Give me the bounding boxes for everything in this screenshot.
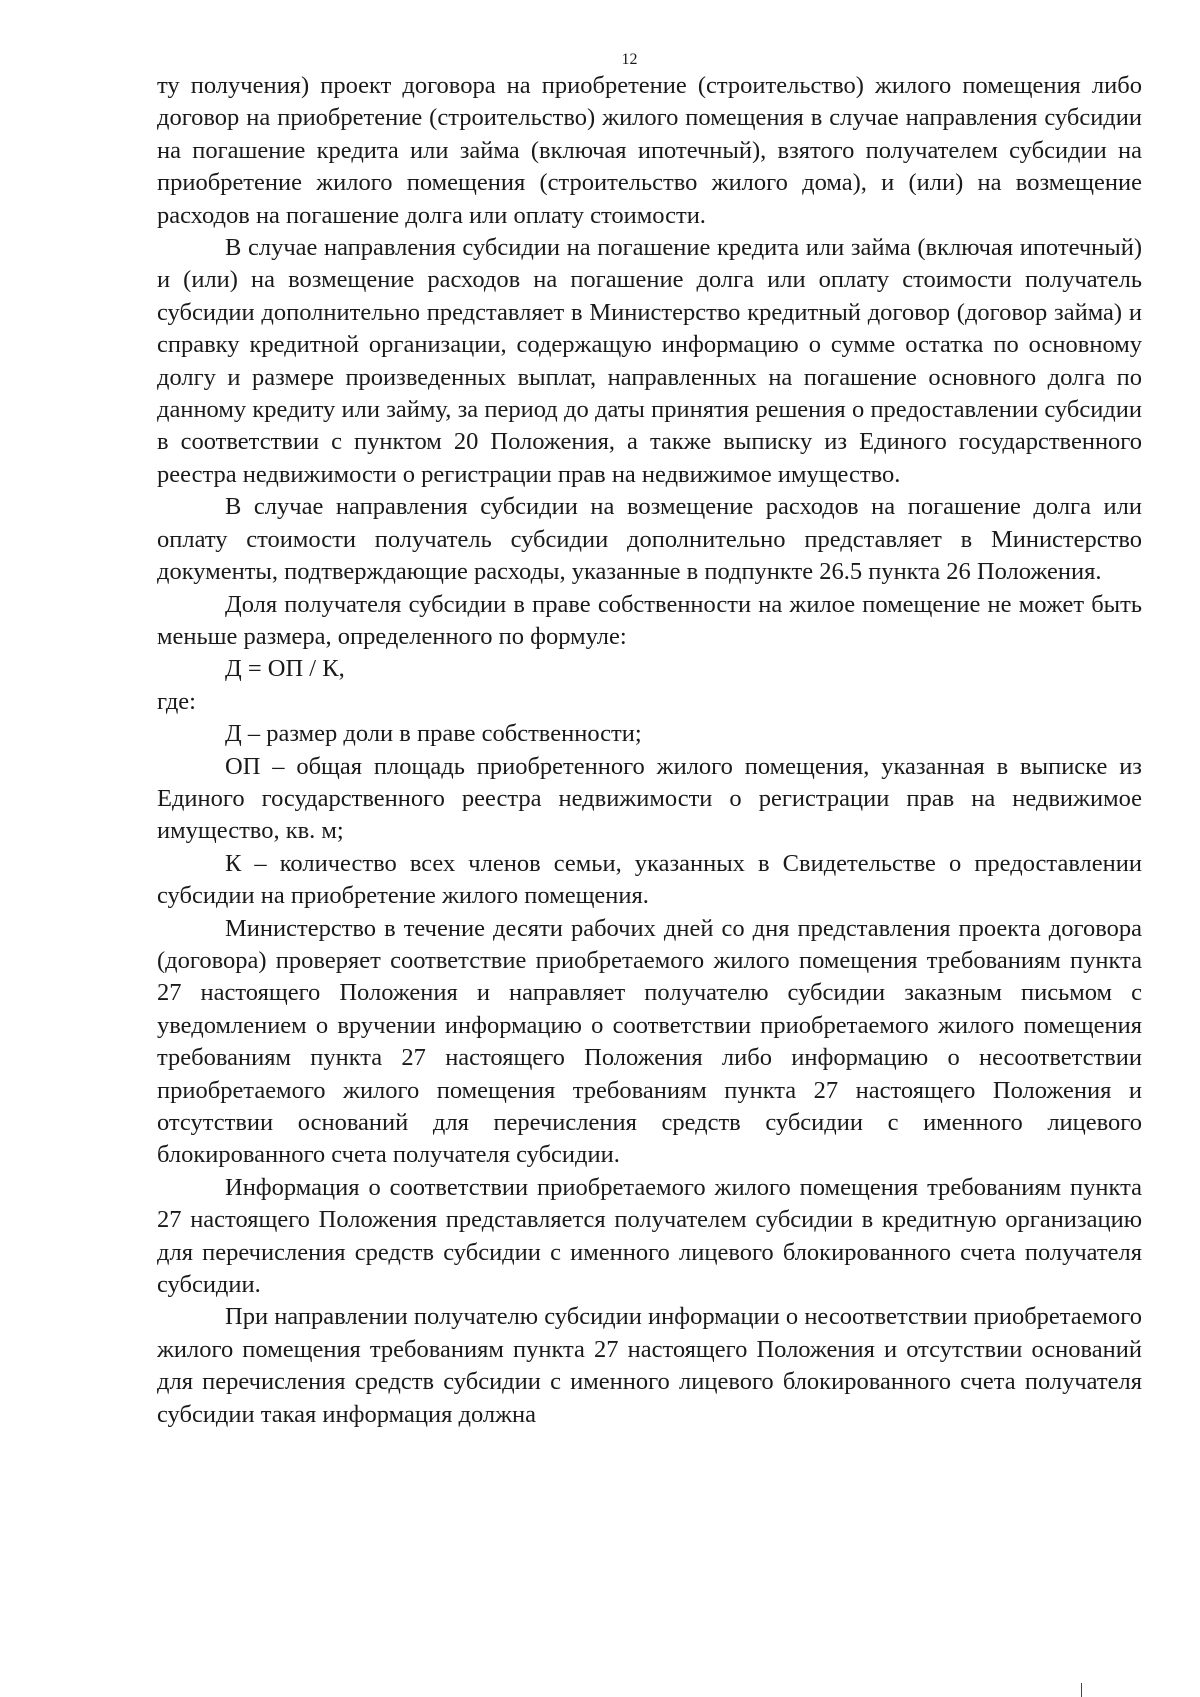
paragraph-noncompliance-information: При направлении получателю субсидии информации о несоответствии приобретаемого жилого помещения требованиям пункта 27 настоящего Положения и отсутствии оснований для перечисления средств субсидии с именного лицевого блокированного счета получателя субсидии такая информация должна <box>157 1303 1142 1428</box>
formula-where-label: где: <box>157 687 196 715</box>
formula: Д = ОП / К, <box>225 655 345 683</box>
paragraph-continuation: ту получения) проект договора на приобретение (строительство) жилого помещения либо договор на приобретение (строительство) жилого помещения в случае направления субсидии на погашение кредита или займа (включая ипотечный), взятого получателем субсидии на приобретение жилого помещения (строительство жилого дома), и (или) на возмещение расходов на погашение долга или оплату стоимости. <box>157 72 1142 229</box>
paragraph-expense-reimbursement: В случае направления субсидии на возмещение расходов на погашение долга или оплату стоимости получатель субсидии дополнительно представляет в Министерство документы, подтверждающие расходы, указанные в подпункте 26.5 пункта 26 Положения. <box>157 493 1142 586</box>
paragraph-ministry-verification: Министерство в течение десяти рабочих дней со дня представления проекта договора (договора) проверяет соответствие приобретаемого жилого помещения требованиям пункта 27 настоящего Положения и направляет получателю субсидии заказным письмом с уведомлением о вручении информацию о соответствии приобретаемого жилого помещения требованиям пункта 27 настоящего Положения либо информацию о несоответствии приобретаемого жилого помещения требованиям пункта 27 настоящего Положения и отсутствии оснований для перечисления средств субсидии с именного лицевого блокированного счета получателя субсидии. <box>157 914 1142 1169</box>
paragraph-compliance-information: Информация о соответствии приобретаемого жилого помещения требованиям пункта 27 настоящего Положения представляется получателем субсидии в кредитную организацию для перечисления средств субсидии с именного лицевого блокированного счета получателя субсидии. <box>157 1173 1142 1299</box>
formula-term-op: ОП – общая площадь приобретенного жилого помещения, указанная в выписке из Единого государственного реестра недвижимости о регистрации прав на недвижимое имущество, кв. м; <box>157 752 1142 845</box>
document-body <box>157 70 1142 1431</box>
formula-term-d: Д – размер доли в праве собственности; <box>225 720 642 748</box>
page-number: 12 <box>621 51 638 68</box>
paragraph-loan-repayment-documents: В случае направления субсидии на погашение кредита или займа (включая ипотечный) и (или) на возмещение расходов на погашение долга или оплату стоимости получатель субсидии дополнительно представляет в Министерство кредитный договор (договор займа) и справку кредитной организации, содержащую информацию о сумме остатка по основному долгу и размере произведенных выплат, направленных на погашение основного долга по данному кредиту или займу, за период до даты принятия решения о предоставлении субсидии в соответствии с пунктом 20 Положения, а также выписку из Единого государственного реестра недвижимости о регистрации прав на недвижимое имущество. <box>157 234 1142 488</box>
paragraph-ownership-share: Доля получателя субсидии в праве собственности на жилое помещение не может быть меньше размера, определенного по формуле: <box>157 590 1142 650</box>
scan-artifact-mark <box>1081 1683 1082 1697</box>
formula-term-k: К – количество всех членов семьи, указанных в Свидетельстве о предоставлении субсидии на приобретение жилого помещения. <box>157 849 1142 910</box>
